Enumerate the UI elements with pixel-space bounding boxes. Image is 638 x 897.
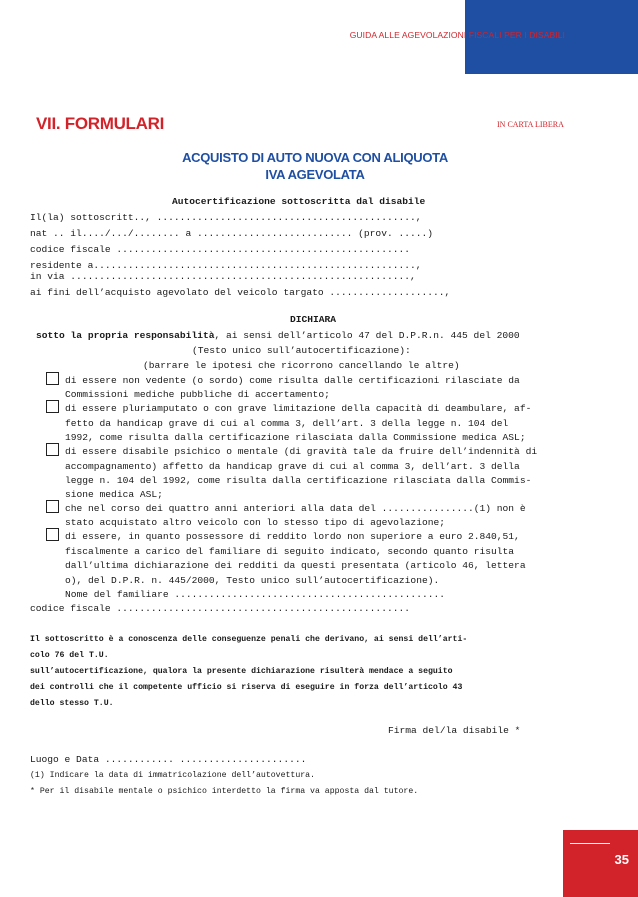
dichiara-heading: DICHIARA xyxy=(290,314,337,325)
responsibility-line xyxy=(36,330,520,342)
option-1-line: Commissioni mediche pubbliche di accertamento; xyxy=(65,389,330,400)
field-line: residente a........................................................, xyxy=(30,260,422,271)
option-1-line: di essere non vedente (o sordo) come risulta dalle certificazioni rilasciate da xyxy=(65,375,520,386)
option-3-line: accompagnamento) affetto da handicap grave di cui al comma 3, dell’art. 3 della xyxy=(65,461,520,472)
option-3-line: legge n. 104 del 1992, come risulta dalla certificazione rilasciata dalla Commis- xyxy=(65,475,532,486)
penalty-line: dello stesso T.U. xyxy=(30,699,114,708)
signature-line: Firma del/la disabile * xyxy=(388,725,521,736)
field-line: in via ..........................................................., xyxy=(30,271,416,282)
penalty-line: colo 76 del T.U. xyxy=(30,651,109,660)
option-2-line: di essere pluriamputato o con grave limitazione della capacità di deambulare, af- xyxy=(65,403,532,414)
option-5-line: fiscalmente a carico del familiare di seguito indicato, secondo quanto risulta xyxy=(65,546,515,557)
option-4-line: che nel corso dei quattro anni anteriori alla data del ................(1) non è xyxy=(65,503,526,514)
page-number-rule xyxy=(570,843,610,844)
option-5-line: o), del D.P.R. n. 445/2000, Testo unico sull’autocertificazione). xyxy=(65,575,440,586)
option-2-checkbox[interactable] xyxy=(46,400,59,413)
form-title-line-1: ACQUISTO DI AUTO NUOVA CON ALIQUOTA xyxy=(182,150,448,165)
section-title: VII. FORMULARI xyxy=(36,114,165,133)
page-number: 35 xyxy=(614,852,629,867)
option-4-checkbox[interactable] xyxy=(46,500,59,513)
field-line: Il(la) sottoscritt.., ............................................., xyxy=(30,212,422,223)
footnote: (1) Indicare la data di immatricolazione dell’autovettura. xyxy=(30,771,315,780)
option-5-line: Nome del familiare ............................................... xyxy=(65,589,445,600)
form-title-line-2: IVA AGEVOLATA xyxy=(265,167,365,182)
option-5-checkbox[interactable] xyxy=(46,528,59,541)
instruction-line: (barrare le ipotesi che ricorrono cancellando le altre) xyxy=(143,360,460,371)
responsibility-rest: , ai sensi dell’articolo 47 del D.P.R.n. 445 del 2000 xyxy=(214,330,520,341)
penalty-line: dei controlli che il competente ufficio si riserva di eseguire in forza dell’articolo 43 xyxy=(30,683,463,692)
responsibility-line-2: (Testo unico sull’autocertificazione): xyxy=(192,345,411,356)
penalty-line: sull’autocertificazione, qualora la presente dichiarazione risulterà mendace a seguito xyxy=(30,667,453,676)
option-2-line: fetto da handicap grave di cui al comma 3, dell’art. 3 della legge n. 104 del xyxy=(65,418,509,429)
field-line: codice fiscale ................................................... xyxy=(30,244,410,255)
option-3-line: sione medica ASL; xyxy=(65,489,163,500)
footnote: * Per il disabile mentale o psichico interdetto la firma va apposta dal tutore. xyxy=(30,787,419,796)
familiar-tax-code-line: codice fiscale ................................................... xyxy=(30,603,410,614)
option-1-checkbox[interactable] xyxy=(46,372,59,385)
option-3-checkbox[interactable] xyxy=(46,443,59,456)
form-subtitle: Autocertificazione sottoscritta dal disabile xyxy=(172,196,426,207)
option-2-line: 1992, come risulta dalla certificazione rilasciata dalla Commissione medica ASL; xyxy=(65,432,526,443)
option-4-line: stato acquistato altro veicolo con lo stesso tipo di agevolazione; xyxy=(65,517,445,528)
penalty-line: Il sottoscritto è a conoscenza delle conseguenze penali che derivano, ai sensi dell’arti- xyxy=(30,635,468,644)
responsibility-bold: sotto la propria responsabilità xyxy=(36,330,215,341)
place-date-line: Luogo e Data ............ ...................... xyxy=(30,754,307,765)
field-line: ai fini dell’acquisto agevolato del veicolo targato ...................., xyxy=(30,287,451,298)
option-3-line: di essere disabile psichico o mentale (di gravità tale da fruire dell’indennità di xyxy=(65,446,538,457)
option-5-line: dall’ultima dichiarazione dei redditi da questi presentata (articolo 46, lettera xyxy=(65,560,526,571)
section-right-label: IN CARTA LIBERA xyxy=(497,120,564,129)
running-header: GUIDA ALLE AGEVOLAZIONI FISCALI PER I DISABILI xyxy=(349,30,565,40)
option-5-line: di essere, in quanto possessore di reddito lordo non superiore a euro 2.840,51, xyxy=(65,531,520,542)
field-line: nat .. il..../.../........ a ........................... (prov. .....) xyxy=(30,228,434,239)
